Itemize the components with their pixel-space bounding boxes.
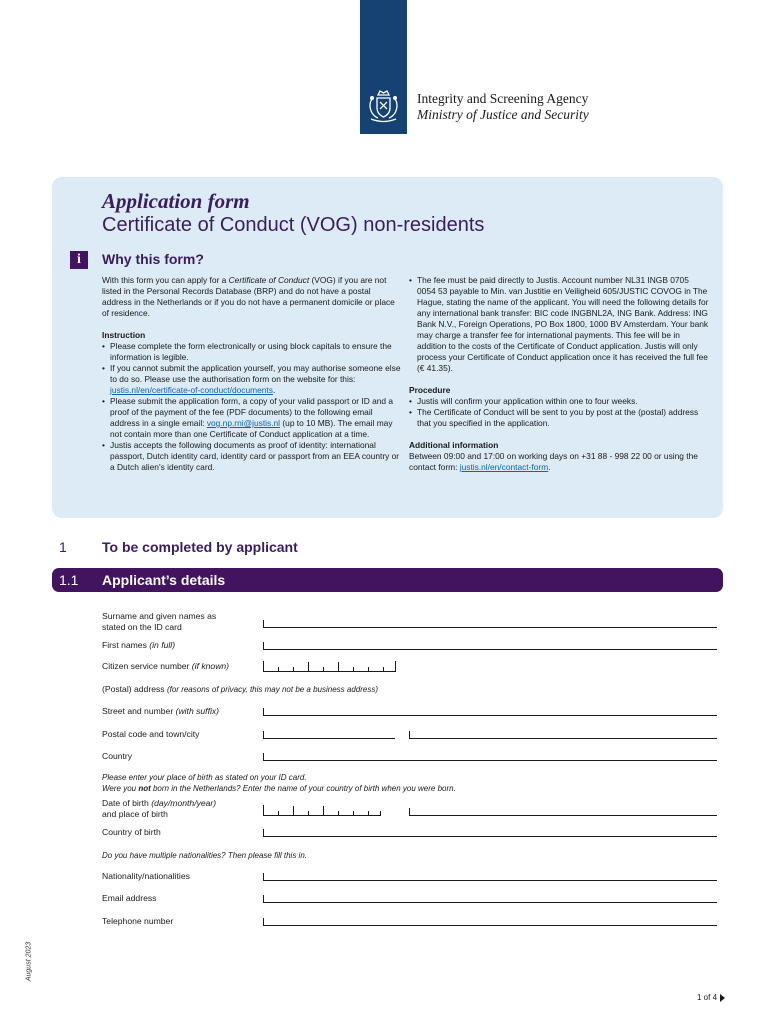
surname-label-line: stated on the ID card	[102, 622, 182, 632]
list-item: • Justis accepts the following documents as proof of identity: international passport, Dutch identity card, identity card or passport from an EEA country or a Dutch alien’s identity card.	[102, 440, 402, 473]
subsection-number: 1.1	[59, 572, 79, 588]
form-date: August 2023	[25, 941, 33, 982]
procedure-list	[409, 396, 709, 429]
street-label	[102, 706, 219, 717]
tick	[293, 667, 294, 671]
dob-label	[102, 798, 216, 820]
why-text-part: (VOG) if you are not listed in the Personal Records Database (BRP) and do not have a postal address in the Netherlands or if you do not have a permanent domicile or place of residence.	[102, 275, 395, 318]
why-heading: Why this form?	[102, 251, 204, 267]
dutch-government-crest-icon	[363, 86, 404, 126]
dob-label-line	[102, 798, 216, 809]
label-hint: (in full)	[149, 640, 176, 650]
label-hint: (day/month/year)	[151, 798, 217, 808]
tick	[353, 667, 354, 671]
telephone-label: Telephone number	[102, 916, 174, 926]
list-item	[102, 396, 402, 440]
email-label: Email address	[102, 893, 157, 903]
page-number: 1 of 4	[697, 993, 718, 1002]
tick	[308, 811, 309, 815]
tick	[380, 811, 381, 815]
note-line: Please enter your place of birth as stated on your ID card.	[102, 773, 307, 782]
nationality-note: Do you have multiple nationalities? Then please fill this in.	[102, 851, 308, 860]
tick	[338, 662, 339, 671]
section-title: To be completed by applicant	[102, 539, 298, 555]
country-of-birth-label: Country of birth	[102, 827, 161, 837]
birth-note	[102, 772, 456, 794]
intro-right-column	[409, 275, 709, 473]
place-of-birth-field[interactable]	[409, 808, 717, 816]
list-item-text: .	[272, 385, 276, 395]
label-hint: (with suffix)	[175, 706, 220, 716]
triangle-right-icon[interactable]	[720, 994, 725, 1002]
bsn-field[interactable]	[263, 661, 396, 672]
tick	[308, 662, 309, 671]
list-item: • Justis will confirm your application within one to four weeks.	[409, 396, 709, 407]
label-hint: (if known)	[191, 661, 230, 671]
label-text: Date of birth	[102, 798, 152, 808]
why-text	[102, 275, 402, 319]
postal-address-heading	[102, 684, 378, 695]
instruction-list	[102, 341, 402, 473]
fee-list	[409, 275, 709, 374]
section-number: 1	[59, 539, 67, 555]
nationality-field[interactable]	[263, 873, 717, 881]
surname-field[interactable]	[263, 620, 717, 628]
tick	[338, 811, 339, 815]
form-subtitle: Certificate of Conduct (VOG) non-residents	[102, 214, 485, 236]
subsection-title: Applicant’s details	[102, 572, 226, 588]
date-of-birth-field[interactable]	[263, 805, 381, 816]
town-field[interactable]	[409, 731, 717, 739]
why-text-part: With this form you can apply for a	[102, 275, 229, 285]
email-link[interactable]: vog.np.rni@justis.nl	[206, 418, 281, 428]
additional-info-text	[409, 451, 709, 473]
tick	[368, 667, 369, 671]
telephone-field[interactable]	[263, 918, 717, 926]
note-line	[102, 783, 456, 794]
label-text: (Postal) address	[102, 684, 167, 694]
form-title: Application form	[102, 189, 250, 213]
label-text: Citizen service number	[102, 661, 192, 671]
note-emphasis: not	[138, 784, 151, 793]
tick	[383, 667, 384, 671]
surname-label-line: Surname and given names as	[102, 611, 217, 621]
agency-name: Integrity and Screening Agency	[417, 91, 589, 106]
intro-left-column	[102, 275, 402, 473]
label-hint: (for reasons of privacy, this may not be a business address)	[166, 685, 379, 694]
additional-info-part: Between 09:00 and 17:00 on working days on +31 88 - 998 22 00 or using the contact form:	[409, 451, 698, 472]
info-icon: i	[70, 251, 88, 269]
list-item-text: If you cannot submit the application yourself, you may authorise someone else to do so. Please use the authorisation form on the website for this:	[110, 363, 401, 384]
note-text: Were you	[102, 784, 139, 793]
nationality-label: Nationality/nationalities	[102, 871, 190, 881]
dob-label-line: and place of birth	[102, 809, 168, 819]
first-names-label	[102, 640, 175, 651]
postal-code-field[interactable]	[263, 731, 395, 739]
country-field[interactable]	[263, 753, 717, 761]
first-names-field[interactable]	[263, 642, 717, 650]
contact-form-link[interactable]: justis.nl/en/contact-form	[459, 462, 549, 472]
label-text: First names	[102, 640, 150, 650]
surname-label	[102, 611, 216, 633]
procedure-heading: Procedure	[409, 385, 451, 395]
tick	[278, 811, 279, 815]
list-item: • The fee must be paid directly to Justis. Account number NL31 INGB 0705 0054 53 payable to Min. van Justitie en Veiligheid 605/JUSTIC COVOG in The Hague, stating the name of the applicant. You will need the following details for any international bank transfer: BIC code INGBNL2A, ING Bank. Address: ING Bank N.V., Foreign Operations, PO Box 1800, 1000 BV Amsterdam. Your bank may charge a transfer fee for international payments. This fee will be in addition to the costs of the Certificate of Conduct application. Justis will only process your Certificate of Conduct application once it has received the full fee (€ 41.35).	[409, 275, 709, 374]
ministry-name: Ministry of Justice and Security	[417, 107, 589, 122]
tick	[278, 667, 279, 671]
email-field[interactable]	[263, 895, 717, 903]
list-item: • The Certificate of Conduct will be sent to you by post at the (postal) address that you specified in the application.	[409, 407, 709, 429]
tick	[293, 806, 294, 815]
tick	[323, 667, 324, 671]
country-of-birth-field[interactable]	[263, 829, 717, 837]
list-item	[102, 363, 402, 396]
documents-link[interactable]: justis.nl/en/certificate-of-conduct/documents	[110, 385, 273, 395]
country-label: Country	[102, 751, 133, 761]
postal-code-label: Postal code and town/city	[102, 729, 200, 739]
why-text-em: Certificate of Conduct	[228, 275, 310, 285]
note-text: born in the Netherlands? Enter the name of your country of birth when you were born.	[150, 784, 456, 793]
tick	[353, 811, 354, 815]
list-item-text: (up to 10 MB). The email may not contain more than one Certificate of Conduct application at a time.	[110, 418, 393, 439]
additional-info-part: .	[548, 462, 551, 472]
list-item-text: Please submit the application form, a copy of your valid passport or ID and a proof of the payment of the fee (PDF documents) to the following email address in a single email:	[110, 396, 394, 428]
street-field[interactable]	[263, 708, 717, 716]
tick	[323, 806, 324, 815]
tick	[368, 811, 369, 815]
label-text: Street and number	[102, 706, 176, 716]
list-item: • Please complete the form electronically or using block capitals to ensure the information is legible.	[102, 341, 402, 363]
instruction-heading: Instruction	[102, 330, 146, 340]
bsn-label	[102, 661, 229, 672]
additional-info-heading: Additional information	[409, 440, 499, 450]
